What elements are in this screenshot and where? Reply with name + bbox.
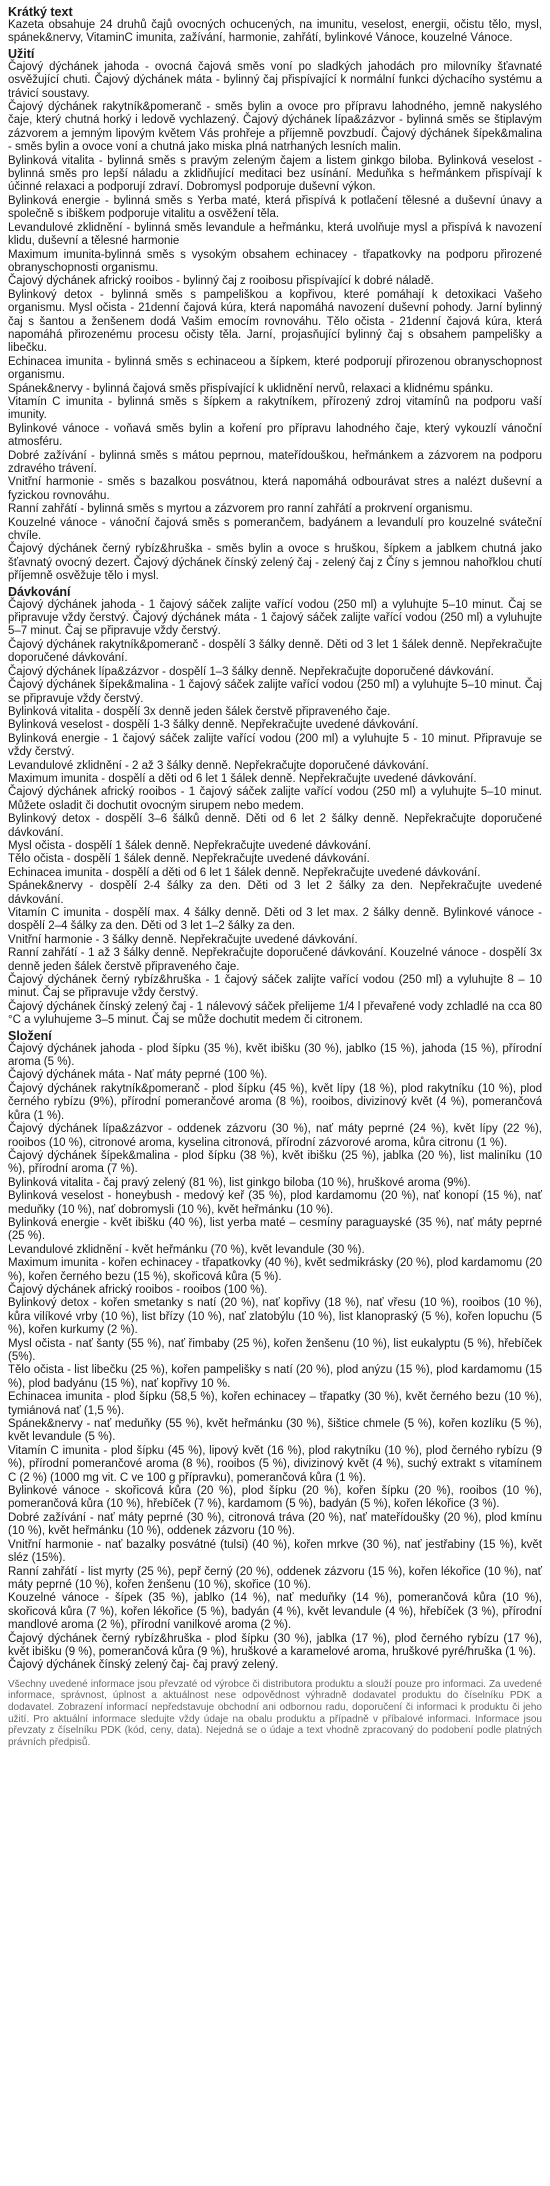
usage-paragraph: Čajový dýchánek rakytník&pomeranč - směs bylin a ovoce pro přípravu lahodného, jemně nakyslého čaje, který chutná horký i ledově vychlazený. Čajový dýchánek lípa&zázvor - bylinná směs se štiplavým zázvorem a jemným lipovým květem Vás prohřeje a příjemně povzbudí. Čajový dýchánek šípek&malina - směs bylin a ovoce voní a chutná jako miska plná natrhaných lesních malin. [8, 101, 542, 154]
dosage-paragraph: Čajový dýchánek černý rybíz&hruška - 1 čajový sáček zalijte vařící vodou (250 ml) a vyluhujte 8 – 10 minut. Čaj se připravuje vždy čerstvý. [8, 974, 542, 1000]
dosage-section [8, 585, 542, 1028]
usage-heading: Užití [8, 46, 35, 61]
usage-paragraph: Čajový dýchánek jahoda - ovocná čajová směs voní po sladkých jahodách pro milovníky šťavnaté osvěžující chuti. Čajový dýchánek máta - bylinný čaj přispívající k normální funkci dýchacího systému a trávicí soustavy. [8, 60, 542, 100]
composition-paragraph: Mysl očista - nať šanty (55 %), nať řimbaby (25 %), kořen ženšenu (10 %), list eukalyptu (5 %), hřebíček (5%). [8, 1337, 542, 1363]
composition-paragraphs [8, 1043, 542, 1673]
composition-paragraph: Čajový dýchánek africký rooibos - rooibos (100 %). [8, 1283, 268, 1296]
composition-paragraph: Čajový dýchánek máta - Nať máty peprné (100 %). [8, 1069, 268, 1082]
usage-paragraph: Maximum imunita-bylinná směs s vysokým obsahem echinacey - třapatkovky na podporu přirozené obranyschopnosti organismu. [8, 248, 542, 274]
dosage-paragraph: Čajový dýchánek africký rooibos - 1 čajový sáček zalijte vařící vodou (250 ml) a vyluhujte 5–10 minut. Můžete osladit či dochutit ovocným sirupem nebo medem. [8, 786, 542, 812]
composition-paragraph: Vnitřní harmonie - nať bazalky posvátné (tulsi) (40 %), kořen mrkve (30 %), nať jestřabiny (15 %), květ sléz (15%). [8, 1538, 542, 1565]
composition-paragraph: Maximum imunita - kořen echinacey - třapatkovky (40 %), květ sedmikrásky (20 %), plod kardamomu (20 %), kořen černého bezu (15 %), skořicová kůra (5 %). [8, 1257, 542, 1283]
composition-paragraph: Bylinkové vánoce - skořicová kůra (20 %), plod šípku (20 %), kořen šípku (20 %), rooibos (10 %), pomerančová kůra (10 %), hřebíček (7 %), kardamom (5 %), badyán (5 %), kořen lékořice (3 %). [8, 1485, 542, 1511]
composition-paragraph: Vitamín C imunita - plod šípku (45 %), lipový květ (16 %), plod rakytníku (10 %), plod černého rybízu (9 %), přírodní pomerančové aroma (8 %), rooibos (5 %), divizinový květ (4 %), suchý extrakt s vitamínem C (2 %) (1000 mg vit. C ve 100 g přípravku), pomerančová kůra (1 %). [8, 1444, 542, 1484]
dosage-paragraph: Ranní zahřátí - 1 až 3 šálky denně. Nepřekračujte doporučené dávkování. Kouzelné vánoce - dospělí 3x denně jeden šálek čerstvě připraveného čaje. [8, 947, 542, 973]
dosage-paragraph: Echinacea imunita - dospělí a děti od 6 let 1 šálek denně. Nepřekračujte uvedené dávkování. [8, 866, 481, 879]
usage-paragraph: Vitamín C imunita - bylinná směs s šípkem a rakytníkem, přírozený zdroj vitamínů na podporu vaší imunity. [8, 395, 542, 422]
dosage-paragraph: Mysl očista - dospělí 1 šálek denně. Nepřekračujte uvedené dávkování. [8, 839, 372, 852]
short-text-section [8, 5, 542, 46]
composition-heading: Složení [8, 1028, 52, 1043]
usage-paragraph: Bylinková vitalita - bylinná směs s pravým zeleným čajem a listem ginkgo biloba. Bylinková veselost - bylinná směs pro lepší náladu a zklidňující meditaci bez usínání. Meduňka s heřmánkem přispívají k účinné relaxaci a podporují zdraví. Dobromysl podporuje duševní výkon. [8, 154, 542, 194]
composition-paragraph: Tělo očista - list libečku (25 %), kořen pampelišky s natí (20 %), plod anýzu (15 %), plod kardamomu (15 %), plod badyánu (15 %), nať kopřivy 10 %. [8, 1364, 542, 1390]
usage-section [8, 47, 542, 584]
dosage-heading: Dávkování [8, 584, 71, 599]
dosage-paragraph: Čajový dýchánek čínský zelený čaj - 1 nálevový sáček přelijeme 1/4 l převařené vody zchladlé na cca 80 °C a vyluhujeme 3–5 minut. Čaj se může dochutit medem či citronem. [8, 1000, 542, 1027]
composition-paragraph: Kouzelné vánoce - šípek (35 %), jablko (14 %), nať meduňky (14 %), pomerančová kůra (10 %), skořicová kůra (7 %), kořen lékořice (5 %), badyán (4 %), květ levandule (4 %), hřebíček (3 %), přírodní mandlové aroma (2 %), přírodní vanilkové aroma (2 %). [8, 1592, 542, 1632]
composition-paragraph: Spánek&nervy - nať meduňky (55 %), květ heřmánku (30 %), šištice chmele (5 %), kořen kozlíku (5 %), květ levandule (5 %). [8, 1418, 542, 1444]
usage-paragraph: Bylinkový detox - bylinná směs s pampeliškou a kopřivou, které pomáhají k detoxikaci Vašeho organismu. Mysl očista - 21denní čajová kúra, která napomáhá navození duševní pohody. Jarní bylinný čaj s šantou a ženšenem dodá Vašim emocím rovnováhu. Tělo očista - 21denní čajová kúra, která napomáhá přirozenému procesu očisty těla. Jarní, projasňující bylinný čaj s obsahem pampelišky a libečku. [8, 288, 542, 355]
composition-paragraph: Echinacea imunita - plod šípku (58,5 %), kořen echinacey – třapatky (30 %), květ černého bezu (10 %), tymiánová nať (1,5 %). [8, 1391, 542, 1417]
usage-paragraph: Bylinková energie - bylinná směs s Yerba maté, která přispívá k potlačení tělesné a duševní únavy a společně s ibiškem podporuje vitalitu a osvěžení těla. [8, 194, 542, 221]
dosage-paragraph: Bylinková veselost - dospělí 1-3 šálky denně. Nepřekračujte uvedené dávkování. [8, 719, 419, 732]
composition-paragraph: Bylinková energie - květ ibišku (40 %), list yerba maté – cesmíny paraguayské (35 %), nať máty peprné (25 %). [8, 1216, 542, 1243]
dosage-paragraph: Vnitřní harmonie - 3 šálky denně. Nepřekračujte uvedené dávkování. [8, 933, 358, 946]
usage-paragraph: Bylinkové vánoce - voňavá směs bylin a koření pro přípravu lahodného čaje, který vykouzlí vánoční atmosféru. [8, 422, 542, 449]
composition-section [8, 1029, 542, 1673]
composition-paragraph: Levandulové zklidnění - květ heřmánku (70 %), květ levandule (30 %). [8, 1243, 365, 1256]
dosage-paragraph: Čajový dýchánek šípek&malina - 1 čajový sáček zalijte vařící vodou (250 ml) a vyluhujte 5–10 minut. Čaj se připravuje vždy čerstvý. [8, 679, 542, 705]
composition-paragraph: Čajový dýchánek čínský zelený čaj- čaj pravý zelený. [8, 1659, 279, 1672]
composition-paragraph: Čajový dýchánek černý rybíz&hruška - plod šípku (30 %), jablka (17 %), plod černého rybízu (17 %), květ ibišku (9 %), pomerančová kůra (9 %), hruškové a karamelové aroma, hruškové pyré/hruška (1 %). [8, 1632, 542, 1658]
short-text-body: Kazeta obsahuje 24 druhů čajů ovocných ochucených, na imunitu, veselost, energii, očistu tělo, mysl, spánek&nervy, VitaminC imunita, zažívání, harmonie, zahřátí, bylinkové Vánoce, kouzelné Vánoce. [8, 19, 542, 45]
dosage-paragraph: Maximum imunita - dospělí a děti od 6 let 1 šálek denně. Nepřekračujte uvedené dávkování. [8, 772, 477, 785]
usage-paragraphs [8, 61, 542, 584]
usage-paragraph: Ranní zahřátí - bylinná směs s myrtou a zázvorem pro ranní zahřátí a prokrvení organismu. [8, 503, 473, 516]
composition-paragraph: Bylinková vitalita - čaj pravý zelený (81 %), list ginkgo biloba (10 %), hruškové aroma (9%). [8, 1176, 471, 1189]
disclaimer-footer: Všechny uvedené informace jsou převzaté od výrobce či distributora produktu a slouží pouze pro informaci. Za uvedené informace, správnost, úplnost a aktuálnost nese odpovědnost výhradně dodavatel produktu do číselníku PDK a dodavatel. Zobrazení informací nepředstavuje obchodní ani odbornou radu, doporučení či informaci k produktu či jeho užití. Pro aktuální informace sledujte vždy údaje na obalu produktu a případně v příbalové informaci. Informace jsou převzaty z číselníku PDK (kód, ceny, data). Nejedná se o údaje a text vhodně zpracovaný do podobení podle platných právních předpisů. [8, 1678, 542, 1748]
dosage-paragraph: Bylinková energie - 1 čajový sáček zalijte vařící vodou (200 ml) a vyluhujte 5 - 10 minut. Připravuje se vždy čerstvý. [8, 732, 542, 759]
usage-paragraph: Echinacea imunita - bylinná směs s echinaceou a šípkem, které podporují přirozenou obranyschopnost organismu. [8, 355, 542, 382]
dosage-paragraph: Bylinkový detox - dospělí 3–6 šálků denně. Děti od 6 let 2 šálky denně. Nepřekračujte doporučené dávkování. [8, 813, 542, 839]
composition-paragraph: Ranní zahřátí - list myrty (25 %), pepř černý (20 %), oddenek zázvoru (15 %), kořen lékořice (10 %), nať máty peprné (10 %), kořen ženšenu (10 %), skořice (10 %). [8, 1565, 542, 1591]
usage-paragraph: Dobré zažívání - bylinná směs s mátou peprnou, mateřídouškou, heřmánkem a zázvorem na podporu zdravého trávení. [8, 449, 542, 475]
composition-paragraph: Bylinková veselost - honeybush - medový keř (35 %), plod kardamomu (20 %), nať konopí (15 %), nať meduňky (10 %), nať dobromysli (10 %), květ heřmánku (10 %). [8, 1190, 542, 1216]
composition-paragraph: Čajový dýchánek jahoda - plod šípku (35 %), květ ibišku (30 %), jablko (15 %), jahoda (15 %), přírodní aroma (5 %). [8, 1042, 542, 1069]
dosage-paragraph: Čajový dýchánek jahoda - 1 čajový sáček zalijte vařící vodou (250 ml) a vyluhujte 5–10 minut. Čaj se připravuje vždy čerstvý. Čajový dýchánek máta - 1 čajový sáček zalijte vařící vodou (250 ml) a vyluhujte 5–7 minut. Čaj se připravuje vždy čerstvý. [8, 598, 542, 638]
dosage-paragraph: Vitamín C imunita - dospělí max. 4 šálky denně. Děti od 3 let max. 2 šálky denně. Bylinkové vánoce - dospělí 2–4 šálky za den. Děti od 3 let 1–2 šálky za den. [8, 907, 542, 933]
usage-paragraph: Spánek&nervy - bylinná čajová směs přispívající k uklidnění nervů, relaxaci a klidnému spánku. [8, 382, 494, 395]
usage-paragraph: Levandulové zklidnění - bylinná směs levandule a heřmánku, která uvolňuje mysl a přispívá k navození klidu, duševní a tělesné harmonie [8, 221, 542, 248]
dosage-paragraph: Spánek&nervy - dospělí 2-4 šálky za den. Děti od 3 let 2 šálky za den. Nepřekračujte uvedené dávkování. [8, 880, 542, 906]
dosage-paragraph: Levandulové zklidnění - 2 až 3 šálky denně. Nepřekračujte doporučené dávkování. [8, 759, 429, 772]
short-text-heading: Krátký text [8, 5, 73, 19]
composition-paragraph: Dobré zažívání - nať máty peprné (30 %), citronová tráva (20 %), nať mateřídoušky (20 %), plod kmínu (10 %), květ heřmánku (10 %), oddenek zázvoru (10 %). [8, 1511, 542, 1538]
usage-paragraph: Vnitřní harmonie - směs s bazalkou posvátnou, která napomáhá odbourávat stres a nalézt duševní a fyzickou rovnováhu. [8, 476, 542, 502]
composition-paragraph: Čajový dýchánek šípek&malina - plod šípku (38 %), květ ibišku (25 %), jablka (20 %), list maliníku (10 %), přírodní aroma (7 %). [8, 1149, 542, 1176]
usage-paragraph: Čajový dýchánek černý rybíz&hruška - směs bylin a ovoce s hruškou, šípkem a jablkem chutná jako šťavnatý ovocný dezert. Čajový dýchánek čínský zelený čaj - zelený čaj z Číny s jemnou nahořklou chutí příjemně osvěžuje tělo i mysl. [8, 543, 542, 583]
composition-paragraph: Bylinkový detox - kořen smetanky s natí (20 %), nať kopřivy (18 %), nať vřesu (10 %), rooibos (10 %), kůra vilíkové vrby (10 %), list břízy (10 %), nať zlatobýlu (10 %), list klanopraský (5 %), kořen lopuchu (5 %), kořen kurkumy (2 %). [8, 1297, 542, 1337]
usage-paragraph: Čajový dýchánek africký rooibos - bylinný čaj z rooibosu přispívající k dobré náladě. [8, 275, 434, 288]
dosage-paragraphs [8, 599, 542, 1028]
composition-paragraph: Čajový dýchánek rakytník&pomeranč - plod šípku (45 %), květ lípy (18 %), plod rakytníku (10 %), plod černého rybízu (9%), přírodní pomerančové aroma (8 %), rooibos, divizinový květ (4 %), pomerančová kůra (1 %). [8, 1082, 542, 1122]
usage-paragraph: Kouzelné vánoce - vánoční čajová směs s pomerančem, badyánem a levandulí pro kouzelné sváteční chvíle. [8, 516, 542, 543]
dosage-paragraph: Čajový dýchánek lípa&zázvor - dospělí 1–3 šálky denně. Nepřekračujte doporučené dávkování. [8, 665, 494, 678]
dosage-paragraph: Tělo očista - dospělí 1 šálek denně. Nepřekračujte uvedené dávkování. [8, 853, 370, 866]
dosage-paragraph: Bylinková vitalita - dospělí 3x denně jeden šálek čerstvě připraveného čaje. [8, 705, 391, 718]
dosage-paragraph: Čajový dýchánek rakytník&pomeranč - dospělí 3 šálky denně. Děti od 3 let 1 šálek denně. Nepřekračujte doporučené dávkování. [8, 638, 542, 665]
composition-paragraph: Čajový dýchánek lípa&zázvor - oddenek zázvoru (30 %), nať máty peprné (24 %), květ lípy (22 %), rooibos (10 %), citronové aroma, kyselina citronová, přírodní zázvorové aroma, kůra citronu (1 %). [8, 1123, 542, 1149]
